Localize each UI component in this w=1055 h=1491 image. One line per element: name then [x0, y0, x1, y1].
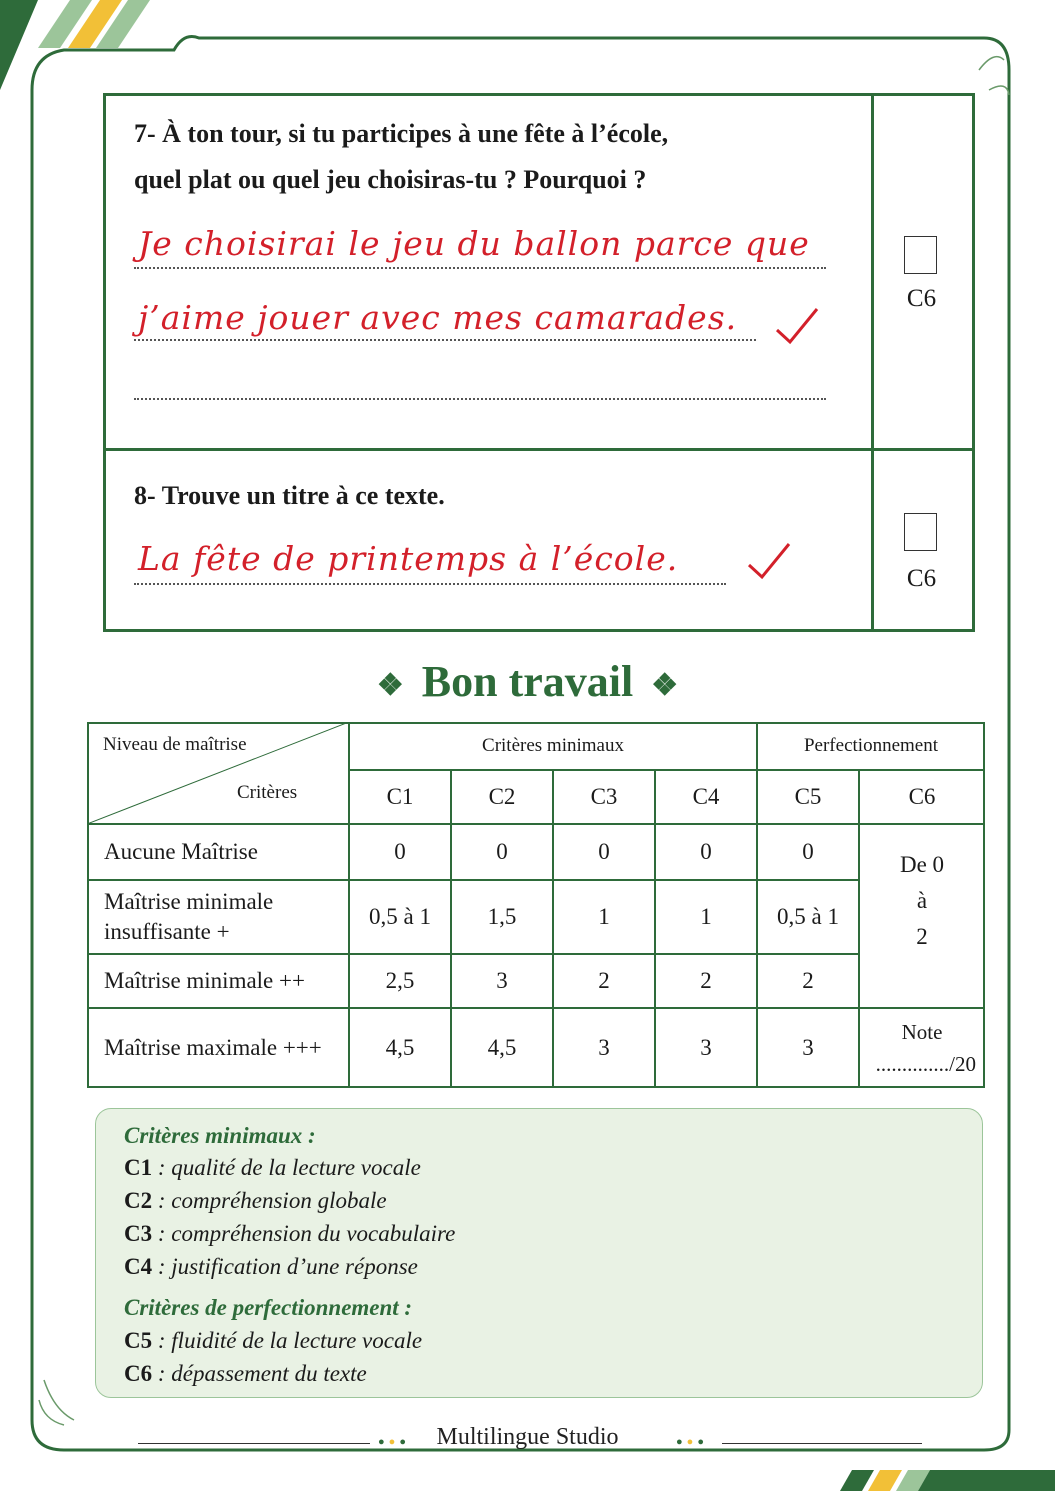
column-header-c3: C3 [553, 770, 655, 824]
row-label: Maîtrise maximale +++ [87, 1008, 349, 1088]
table-cell: 0,5 à 1 [757, 880, 859, 954]
column-header-c2: C2 [451, 770, 553, 824]
table-cell: 1 [553, 880, 655, 954]
score-checkbox-q7[interactable] [904, 236, 937, 274]
question-7-box [103, 93, 975, 451]
legend-item: C1 : qualité de la lecture vocale [124, 1155, 421, 1180]
table-cell: 0 [553, 824, 655, 880]
note-label: Note [901, 1020, 943, 1044]
question-7-line1: 7- À ton tour, si tu participes à une fête à l’école, [134, 119, 669, 148]
legend-heading-perfection: Critères de perfectionnement : [124, 1295, 413, 1320]
legend-item: C3 : compréhension du vocabulaire [124, 1221, 456, 1246]
table-cell: 2 [655, 954, 757, 1008]
table-cell: 2 [757, 954, 859, 1008]
ornament-icon: ❖ [651, 669, 679, 703]
table-cell: 3 [655, 1008, 757, 1088]
criterion-label-q8: C6 [906, 565, 937, 592]
ornament-icon: ❖ [376, 669, 404, 703]
table-cell: 0 [451, 824, 553, 880]
column-header-c4: C4 [655, 770, 757, 824]
legend-item: C6 : dépassement du texte [124, 1361, 367, 1386]
question-8-text: 8- Trouve un titre à ce texte. [134, 481, 445, 510]
table-cell: 1 [655, 880, 757, 954]
table-cell: 1,5 [451, 880, 553, 954]
corner-stripes-bottom-right [840, 1470, 1055, 1491]
table-cell: 3 [451, 954, 553, 1008]
group-header-minimal: Critères minimaux [349, 722, 757, 770]
footer-dots-left: ●●● [378, 1436, 410, 1448]
table-cell: 0 [757, 824, 859, 880]
criterion-label-q7: C6 [906, 285, 937, 312]
c6-range-cell: De 0 à 2 [859, 824, 985, 1008]
corner-label-bottom: Critères [237, 782, 298, 803]
score-checkbox-q8[interactable] [904, 513, 937, 551]
question-7-line2: quel plat ou quel jeu choisiras-tu ? Pourquoi ? [134, 165, 647, 194]
legend-item: C5 : fluidité de la lecture vocale [124, 1328, 423, 1353]
table-cell: 3 [757, 1008, 859, 1088]
table-cell: 4,5 [349, 1008, 451, 1088]
table-cell: 3 [553, 1008, 655, 1088]
criteria-legend [95, 1108, 983, 1398]
legend-heading-minimal: Critères minimaux : [124, 1123, 316, 1148]
grading-table [87, 722, 985, 1088]
row-label: Aucune Maîtrise [87, 824, 349, 880]
table-cell: 4,5 [451, 1008, 553, 1088]
table-cell: 2,5 [349, 954, 451, 1008]
legend-item: C2 : compréhension globale [124, 1188, 387, 1213]
group-header-perfection: Perfectionnement [757, 722, 985, 770]
checkmark-icon [746, 541, 792, 581]
note-value: ............../20 [875, 1052, 976, 1076]
column-header-c6: C6 [859, 770, 985, 824]
table-cell: 2 [553, 954, 655, 1008]
answer-7-line2: j’aime jouer avec mes camarades. [138, 298, 738, 337]
footer-brand: Multilingue Studio [436, 1424, 619, 1450]
answer-8: La fête de printemps à l’école. [138, 539, 679, 578]
question-8-box [103, 448, 975, 632]
table-cell: 0 [655, 824, 757, 880]
checkmark-icon [774, 306, 820, 346]
page-title: ❖ Bon travail ❖ [376, 657, 679, 706]
legend-item: C4 : justification d’une réponse [124, 1254, 418, 1279]
footer-dots-right: ●●● [676, 1436, 708, 1448]
table-cell: 0,5 à 1 [349, 880, 451, 954]
corner-label-top: Niveau de maîtrise [103, 734, 247, 755]
column-header-c5: C5 [757, 770, 859, 824]
note-cell [859, 1008, 985, 1088]
answer-7-line1: Je choisirai le jeu du ballon parce que [138, 224, 810, 263]
row-label: Maîtrise minimale insuffisante + [87, 880, 349, 954]
row-label: Maîtrise minimale ++ [87, 954, 349, 1008]
column-header-c1: C1 [349, 770, 451, 824]
table-cell: 0 [349, 824, 451, 880]
